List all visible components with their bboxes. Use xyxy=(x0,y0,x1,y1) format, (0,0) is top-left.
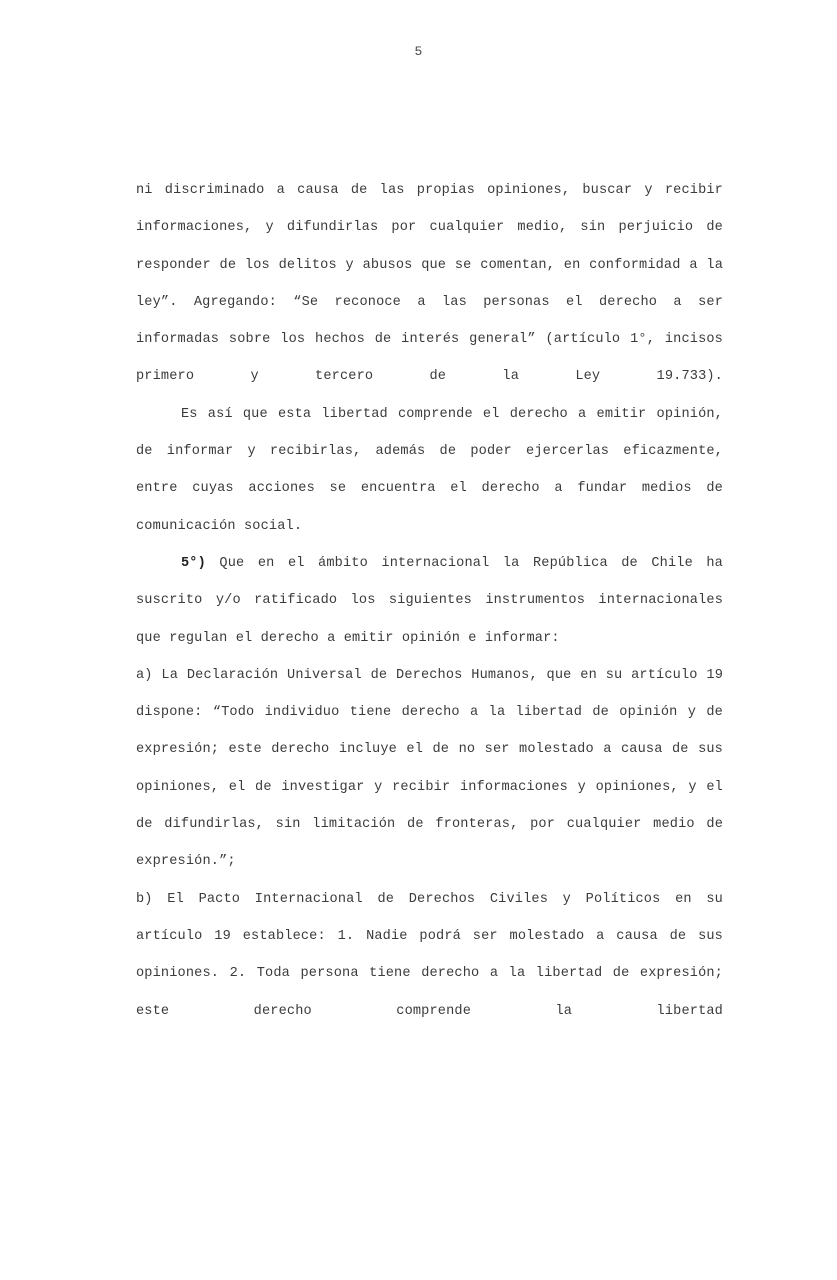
considerando-marker: 5°) xyxy=(181,555,206,571)
paragraph-text: Que en el ámbito internacional la República de Chile ha suscrito y/o ratificado los siguientes instrumentos internacionales que regulan el derecho a emitir opinión e informar: xyxy=(136,555,732,646)
paragraph-es-asi xyxy=(136,396,732,545)
paragraph-text: b) El Pacto Internacional de Derechos Civiles y Políticos en su artículo 19 establece: 1. Nadie podrá ser molestado a causa de sus opiniones. 2. Toda persona tiene derecho a la libertad de expresión; este derecho comprende la libertad xyxy=(136,891,732,1019)
page-number: 5 xyxy=(414,44,423,59)
document-body xyxy=(136,172,732,1030)
paragraph-text: a) La Declaración Universal de Derechos Humanos, que en su artículo 19 dispone: “Todo individuo tiene derecho a la libertad de opinión y de expresión; este derecho incluye el de no ser molestado a causa de sus opiniones, el de investigar y recibir informaciones y opiniones, y el de difundirlas, sin limitación de fronteras, por cualquier medio de expresión.”; xyxy=(136,667,732,870)
paragraph-text: Es así que esta libertad comprende el derecho a emitir opinión, de informar y recibirlas, además de poder ejercerlas eficazmente, entre cuyas acciones se encuentra el derecho a fundar medios de comunicación social. xyxy=(136,406,732,534)
paragraph-text: ni discriminado a causa de las propias opiniones, buscar y recibir informaciones, y difundirlas por cualquier medio, sin perjuicio de responder de los delitos y abusos que se comentan, en conformidad a la ley”. Agregando: “Se reconoce a las personas el derecho a ser informadas sobre los hechos de interés general” (artículo 1°, incisos primero y tercero de la Ley 19.733). xyxy=(136,183,732,385)
paragraph-continuation xyxy=(136,172,732,396)
paragraph-item-b xyxy=(136,881,732,1030)
paragraph-item-a xyxy=(136,657,732,881)
paragraph-considerando-5 xyxy=(136,545,732,657)
